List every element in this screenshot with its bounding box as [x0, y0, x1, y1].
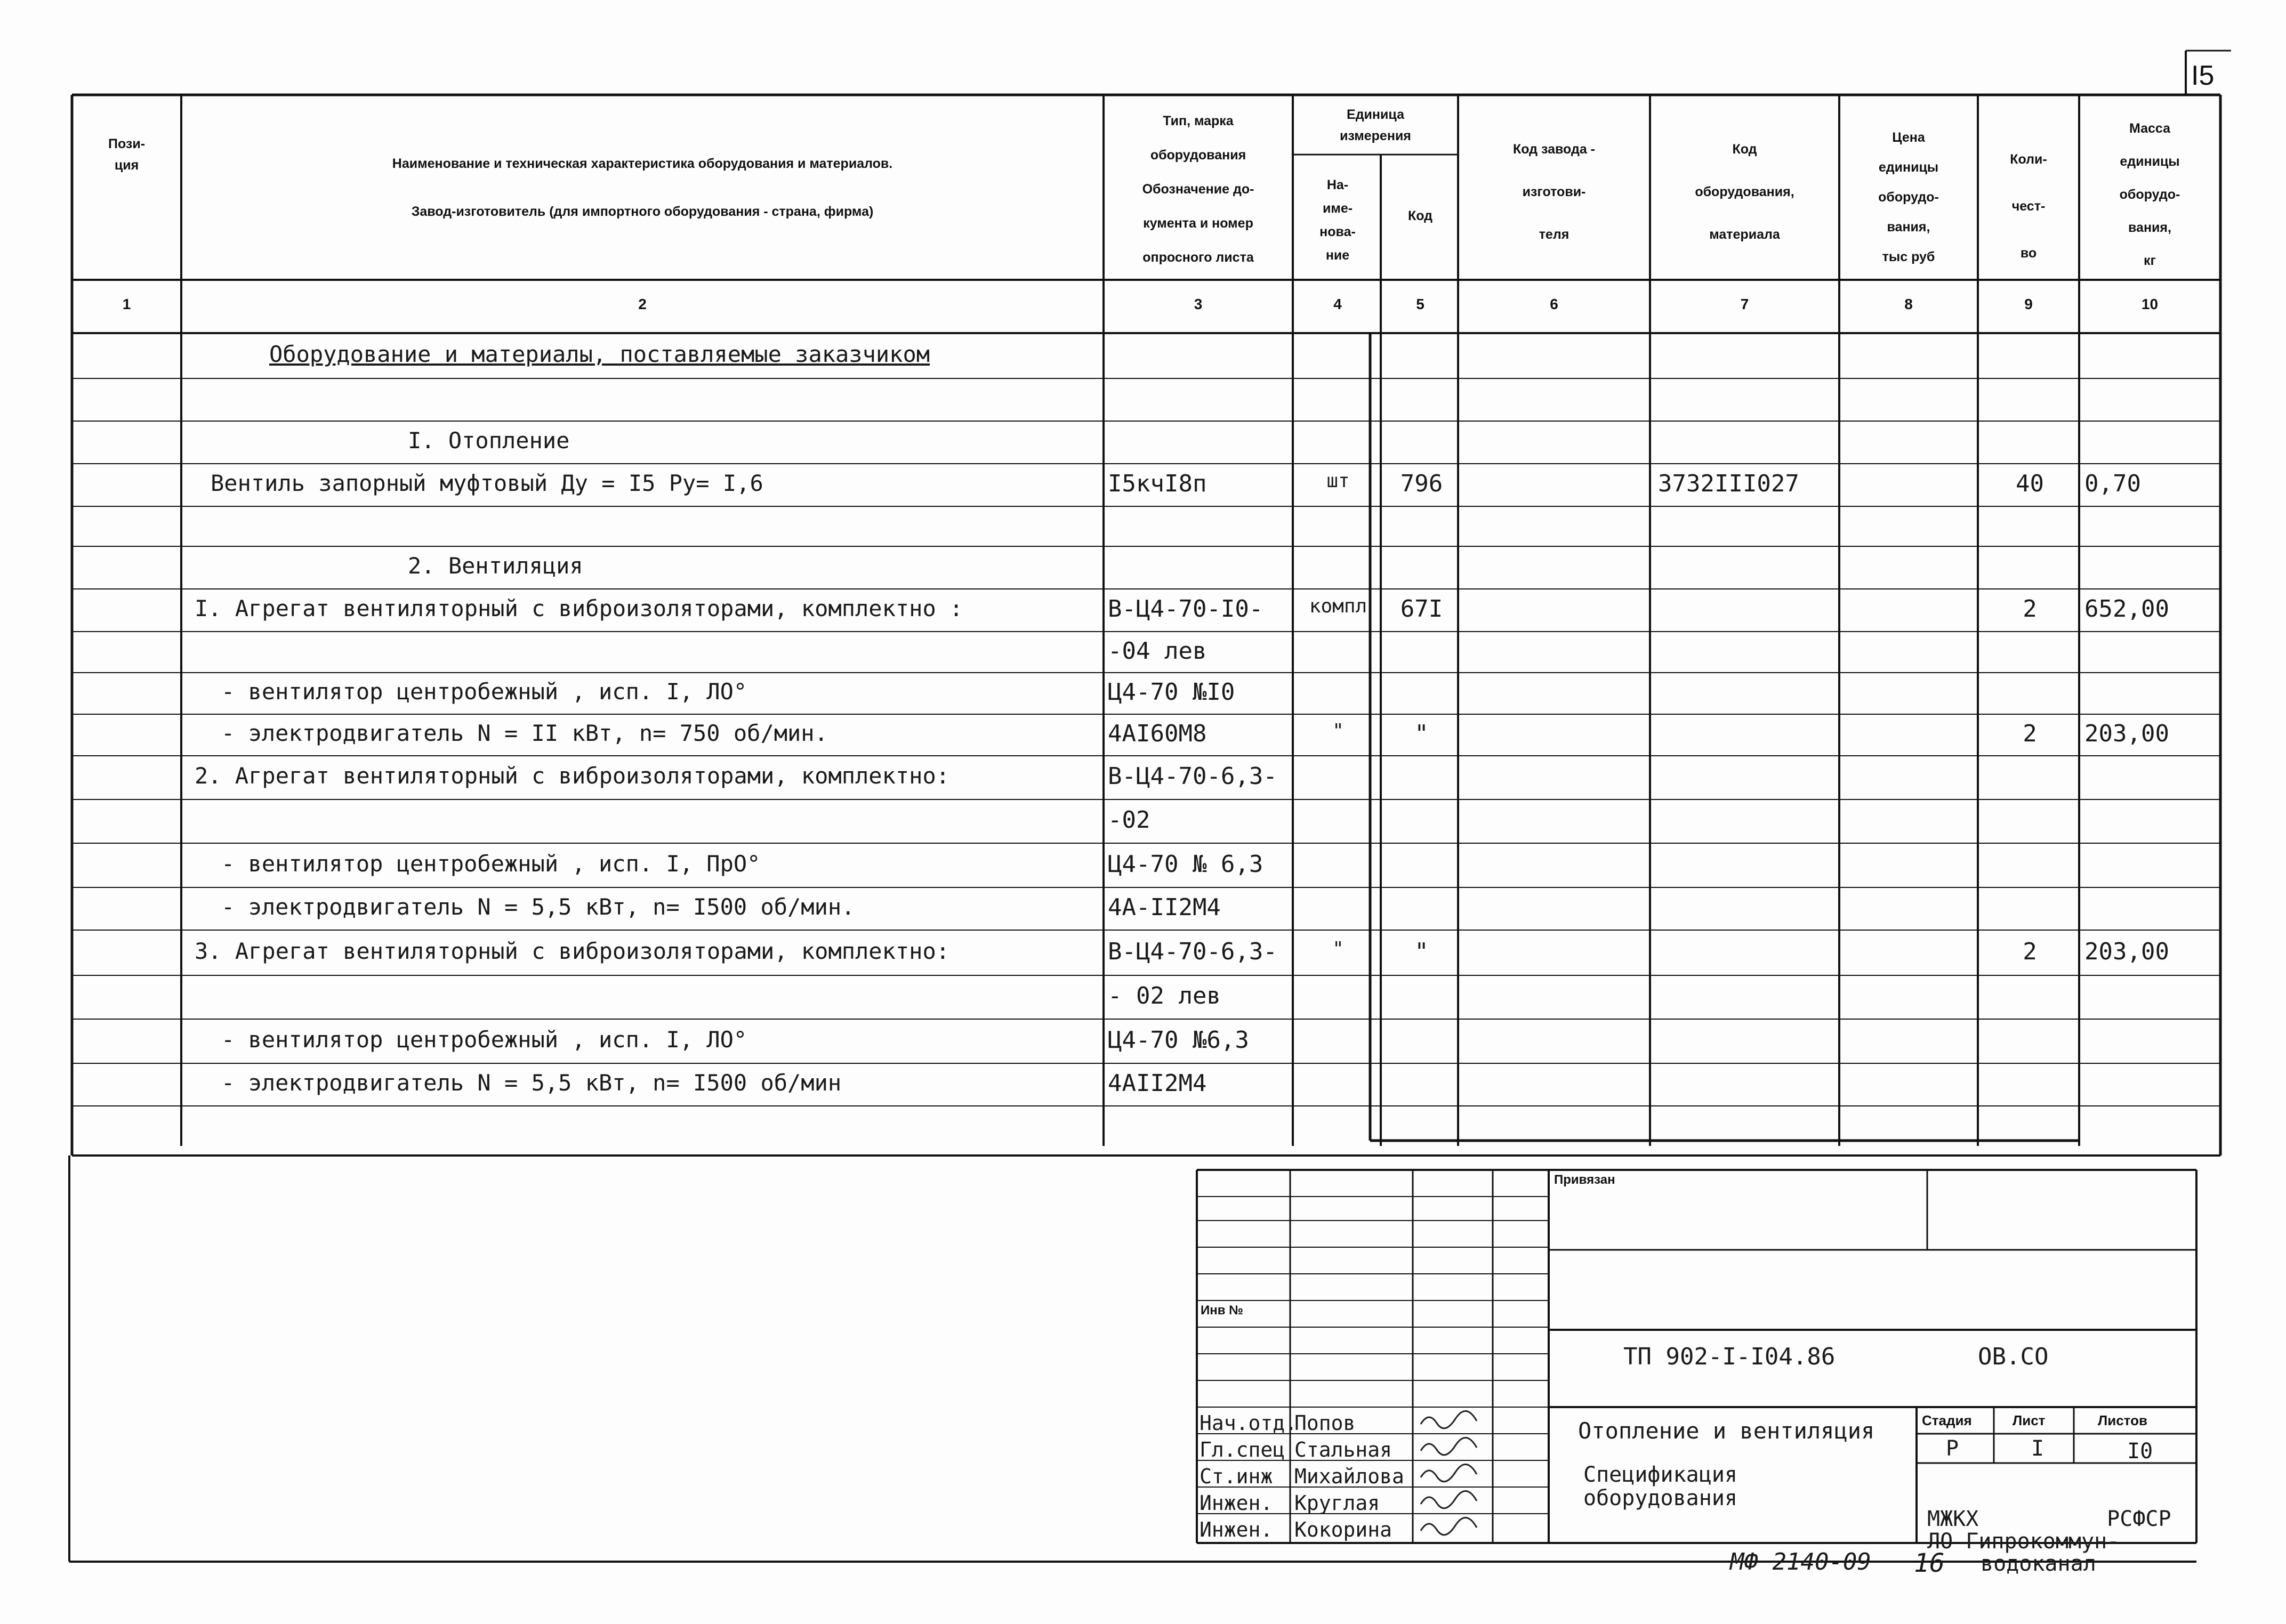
cell-type: -02	[1108, 806, 1150, 834]
cell-type: I5кчI8п	[1108, 470, 1207, 497]
signature-mark	[1418, 1488, 1487, 1518]
cell-type: В-Ц4-70-6,3-	[1108, 938, 1277, 965]
cell-code: "	[1414, 938, 1429, 965]
col-number: 10	[2141, 296, 2159, 312]
header-material-code: Код оборудования, материала	[1695, 142, 1794, 242]
col-number: 4	[1333, 296, 1342, 312]
cell-code: 67I	[1400, 595, 1443, 623]
header-position: Пози- ция	[108, 136, 146, 173]
cell-unit: "	[1332, 720, 1344, 742]
signature-mark	[1418, 1408, 1487, 1439]
cell-name: - электродвигатель N = 5,5 кВт, n= I500 об/мин.	[221, 894, 855, 920]
cell-type: В-Ц4-70-I0-	[1108, 595, 1263, 623]
header-price: Цена единицы оборудо- вания, тыс руб	[1878, 130, 1939, 264]
stamp-person-name: Кокорина	[1294, 1518, 1392, 1541]
cell-type: Ц4-70 №6,3	[1108, 1026, 1249, 1054]
cell-code: "	[1414, 720, 1429, 747]
sheet-number: I5	[2191, 60, 2215, 91]
cell-name: 2. Вентиляция	[408, 553, 583, 579]
stamp-privyazan-label: Привязан	[1554, 1173, 1615, 1187]
cell-type: Ц4-70 № 6,3	[1108, 850, 1263, 878]
cell-code: 796	[1400, 470, 1443, 497]
stamp-organization: МЖКХ РСФСР ЛО Гипрокоммун- водоканал	[1927, 1507, 2171, 1576]
footer-page: 16	[1914, 1548, 1945, 1578]
header-mass: Масса единицы оборудо- вания, кг	[2119, 121, 2180, 268]
stamp-inv-label: Инв №	[1201, 1303, 1243, 1318]
header-unit: Единица измерения	[1340, 107, 1411, 143]
cell-name: I. Отопление	[408, 427, 570, 454]
col-number: 9	[2024, 296, 2033, 312]
stamp-stage: Р	[1946, 1436, 1959, 1461]
cell-qty: 2	[2023, 720, 2037, 747]
signature-mark	[1418, 1515, 1487, 1545]
header-factory-code: Код завода - изготови- теля	[1512, 142, 1596, 242]
cell-unit: "	[1332, 938, 1344, 960]
col-number: 3	[1194, 296, 1203, 312]
cell-qty: 40	[2016, 470, 2044, 497]
cell-type: -04 лев	[1108, 637, 1207, 665]
col-number: 5	[1416, 296, 1424, 312]
stamp-sheet-label: Лист	[2013, 1412, 2046, 1428]
stamp-role: Нач.отд.	[1200, 1411, 1298, 1435]
cell-type: 4А-II2М4	[1108, 894, 1221, 921]
stamp-sheet: I	[2031, 1436, 2044, 1461]
cell-name: I. Агрегат вентиляторный с виброизоляторами, комплектно :	[195, 595, 963, 621]
stamp-subtitle: Спецификация оборудования	[1583, 1463, 1737, 1510]
signature-mark	[1418, 1435, 1487, 1465]
cell-unit: шт	[1326, 470, 1350, 492]
cell-qty: 2	[2023, 938, 2037, 965]
cell-type: 4АI60М8	[1108, 720, 1207, 747]
stamp-role: Инжен.	[1200, 1518, 1273, 1541]
cell-name: 3. Агрегат вентиляторный с виброизоляторами, комплектно:	[195, 938, 950, 964]
stamp-stage-label: Стадия	[1922, 1412, 1972, 1428]
stamp-sheets: I0	[2127, 1439, 2153, 1464]
stamp-role: Гл.спец	[1200, 1438, 1285, 1461]
col-number: 8	[1904, 296, 1913, 312]
stamp-person-name: Стальная	[1294, 1438, 1392, 1461]
col-number: 1	[122, 296, 131, 312]
stamp-person-name: Попов	[1294, 1411, 1356, 1435]
stamp-sheets-label: Листов	[2098, 1412, 2147, 1428]
stamp-doc-mark: ОВ.СО	[1978, 1343, 2049, 1370]
cell-matcode: 3732III027	[1658, 470, 1799, 497]
stamp-title: Отопление и вентиляция	[1578, 1418, 1875, 1444]
col-number: 6	[1550, 296, 1558, 312]
stamp-person-name: Михайлова	[1294, 1465, 1404, 1488]
cell-name: Оборудование и материалы, поставляемые заказчиком	[269, 341, 930, 367]
stamp-role: Ст.инж	[1200, 1465, 1273, 1488]
col-number: 2	[638, 296, 647, 312]
cell-name: - вентилятор центробежный , исп. I, ЛО°	[221, 678, 747, 705]
cell-mass: 652,00	[2084, 595, 2169, 623]
cell-name: - вентилятор центробежный , исп. I, ПрО°	[221, 850, 761, 877]
cell-name: - электродвигатель N = II кВт, n= 750 об/мин.	[221, 720, 828, 746]
header-quantity: Коли- чест- во	[2010, 152, 2047, 261]
cell-name: - электродвигатель N = 5,5 кВт, n= I500 об/мин	[221, 1070, 842, 1096]
header-unit-code: Код	[1407, 208, 1433, 223]
cell-type: 4АII2М4	[1108, 1070, 1207, 1097]
footer-code: МФ 2140-09	[1730, 1548, 1871, 1575]
cell-unit: компл	[1309, 595, 1367, 617]
header-type: Тип, марка оборудования Обозначение до- кумента и номер опросного листа	[1142, 114, 1254, 265]
header-name: Наименование и техническая характеристика оборудования и материалов. Завод-изготовитель (для импортного оборудования - страна, фирма)	[392, 156, 893, 219]
cell-mass: 203,00	[2084, 938, 2169, 965]
stamp-doc-code: ТП 902-I-I04.86	[1623, 1343, 1836, 1370]
cell-type: - 02 лев	[1108, 982, 1221, 1009]
stamp-person-name: Круглая	[1294, 1491, 1380, 1515]
cell-name: Вентиль запорный муфтовый Ду = I5 Ру= I,6	[211, 470, 763, 496]
header-unit-name: На- име- нова- ние	[1319, 177, 1356, 263]
cell-mass: 203,00	[2084, 720, 2169, 747]
col-number: 7	[1740, 296, 1749, 312]
cell-type: Ц4-70 №I0	[1108, 678, 1235, 706]
cell-qty: 2	[2023, 595, 2037, 623]
signature-mark	[1418, 1461, 1487, 1492]
stamp-role: Инжен.	[1200, 1491, 1273, 1515]
cell-name: - вентилятор центробежный , исп. I, ЛО°	[221, 1026, 747, 1053]
cell-name: 2. Агрегат вентиляторный с виброизоляторами, комплектно:	[195, 763, 950, 789]
cell-mass: 0,70	[2084, 470, 2141, 497]
cell-type: В-Ц4-70-6,3-	[1108, 763, 1277, 790]
